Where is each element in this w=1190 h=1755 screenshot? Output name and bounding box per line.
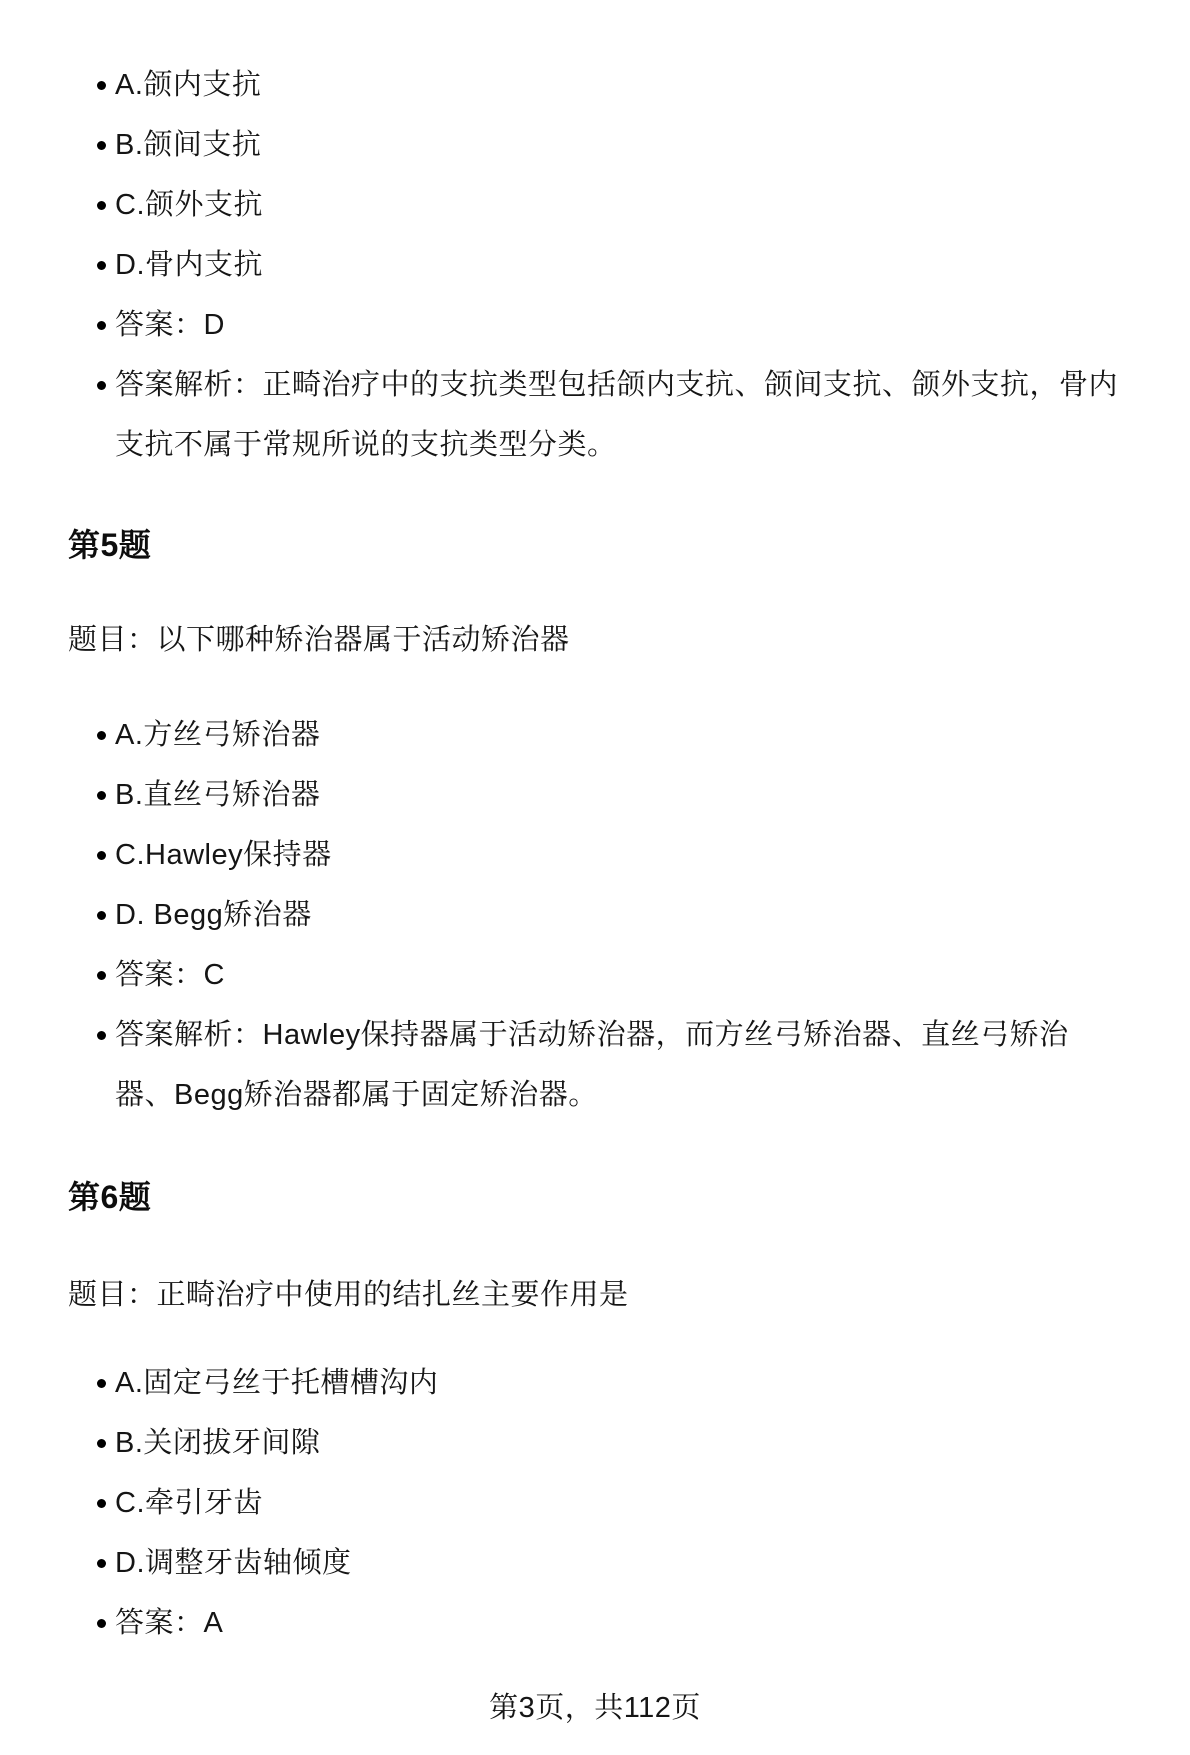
option-item: D. Begg矫治器 — [68, 885, 1120, 945]
question-title: 题目：以下哪种矫治器属于活动矫治器 — [68, 624, 570, 656]
question-number-heading: 第6题 — [68, 1179, 152, 1215]
question-title: 题目：正畸治疗中使用的结扎丝主要作用是 — [68, 1279, 629, 1311]
question-block-6 — [68, 1181, 1140, 1653]
answer-item: 答案：D — [68, 295, 1120, 355]
option-list — [68, 55, 1140, 475]
document-content — [0, 55, 1190, 1653]
option-item: A.固定弓丝于托槽槽沟内 — [68, 1353, 1120, 1413]
question-number-heading: 第5题 — [68, 527, 152, 563]
option-item: C.Hawley保持器 — [68, 825, 1120, 885]
question-block-4 — [68, 55, 1140, 475]
option-item: B.直丝弓矫治器 — [68, 765, 1120, 825]
answer-item: 答案：C — [68, 945, 1120, 1005]
option-list — [68, 1353, 1140, 1653]
option-item: B.关闭拔牙间隙 — [68, 1413, 1120, 1473]
analysis-item: 答案解析：Hawley保持器属于活动矫治器，而方丝弓矫治器、直丝弓矫治器、Begg矫治器都属于固定矫治器。 — [68, 1005, 1120, 1125]
option-item: C.牵引牙齿 — [68, 1473, 1120, 1533]
option-list — [68, 705, 1140, 1125]
option-item: A.颌内支抗 — [68, 55, 1120, 115]
option-item: A.方丝弓矫治器 — [68, 705, 1120, 765]
question-block-5 — [68, 529, 1140, 1125]
answer-item: 答案：A — [68, 1593, 1120, 1653]
option-item: D.调整牙齿轴倾度 — [68, 1533, 1120, 1593]
option-item: D.骨内支抗 — [68, 235, 1120, 295]
option-item: C.颌外支抗 — [68, 175, 1120, 235]
option-item: B.颌间支抗 — [68, 115, 1120, 175]
analysis-item: 答案解析：正畸治疗中的支抗类型包括颌内支抗、颌间支抗、颌外支抗，骨内支抗不属于常规所说的支抗类型分类。 — [68, 355, 1120, 475]
page-footer — [0, 1693, 1190, 1723]
page-number-indicator: 第3页，共112页 — [489, 1692, 701, 1724]
